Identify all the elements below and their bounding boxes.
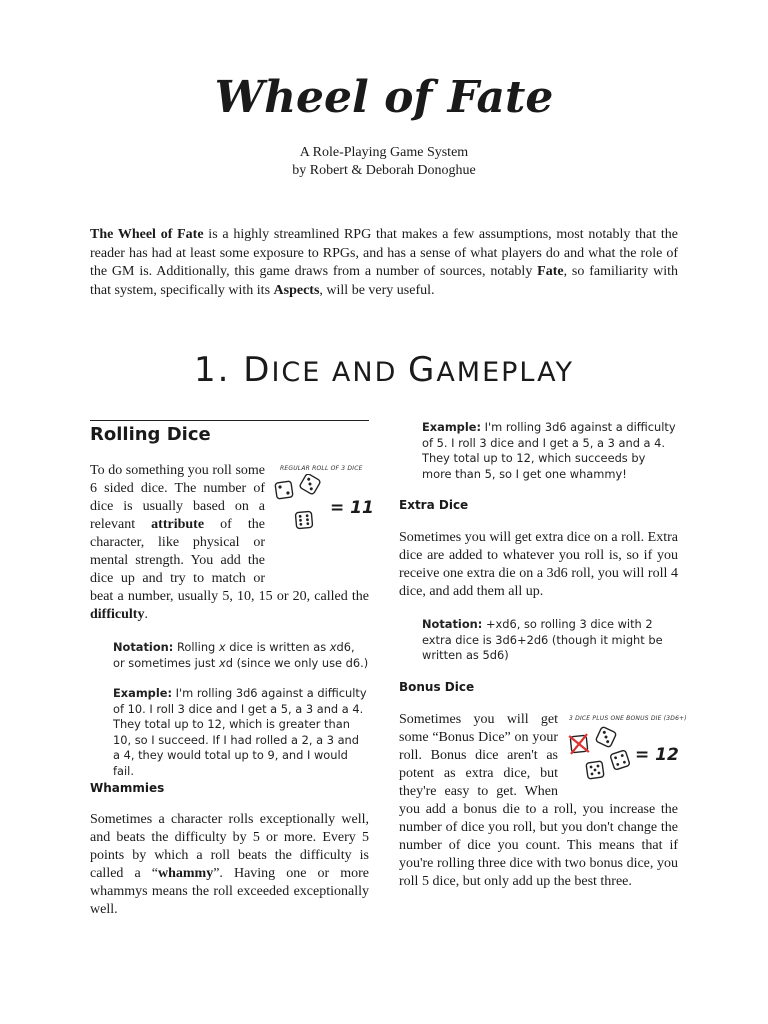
whammies-text-1: Sometimes a character rolls exceptionally well, and beats the difficulty by 5 or more. Every 5 points by which a roll beats the difficulty is called a “ <box>90 812 369 881</box>
bonus-text: Sometimes you will get some “Bonus Dice” on your roll. Bonus dice aren't as potent as extra dice, but they're easy to get. When you add a bonus die to a roll, you increase the number of dice you roll, but you don't change the number of dice you count. This means that if you're rolling three dice with two bonus dice, you roll 5 dice, but only add up the best three. <box>399 712 678 889</box>
intro-text-3: , will be very useful. <box>319 282 435 298</box>
chapter-number: 1. D <box>194 350 272 390</box>
chapter-cap-g: G <box>407 350 437 390</box>
bonus-dice-heading: Bonus Dice <box>399 680 475 694</box>
intro-bold-aspects: Aspects <box>273 282 320 298</box>
intro-paragraph <box>90 226 678 300</box>
subtitle-line-1: A Role-Playing Game System <box>299 145 469 160</box>
note-x-2: x <box>329 640 337 654</box>
note-label: Notation: <box>422 617 483 631</box>
rolling-bold-attribute: attribute <box>151 517 205 532</box>
figure-result: = 11 <box>330 498 374 518</box>
rolling-text-2: of the character, like physical or mental strength. You add the dice up and try to match or beat a number, usually 5, 10, 15 or 20, called the <box>90 517 369 604</box>
note-x: x <box>218 640 226 654</box>
chapter-heading <box>0 350 768 390</box>
note-text-d: d (since we only use d6.) <box>225 655 369 670</box>
note-text: +xd6, so rolling 3 dice with 2 extra dice is 3d6+2d6 (though it might be written as 5d6) <box>422 617 663 662</box>
page-title: Wheel of Fate <box>214 72 554 123</box>
extra-dice-paragraph: Sometimes you will get extra dice on a roll. Extra dice are added to whatever you roll is, so if you receive one extra die on a 3d6 roll, you will roll 4 dice, and add them all up. <box>399 530 678 599</box>
figure-result: = 12 <box>635 745 679 765</box>
subtitle <box>0 144 768 180</box>
extra-notation-note <box>422 617 678 664</box>
chapter-smallcaps-1: ICE AND <box>271 357 408 388</box>
rolling-text-1: To do something you roll some 6 sided dice. The number of dice is usually based on a relevant <box>90 463 265 532</box>
example-label: Example: <box>422 420 482 434</box>
example-text: I'm rolling 3d6 against a difficulty of 10. I roll 3 dice and I get a 5, a 3 and a 4. They total up to 12, which is greater than 10, so I succeed. If I had rolled a 2, a 3 and a 4, they would total up to 9, and I would fail. <box>113 686 367 778</box>
rolling-text-3: . <box>144 607 148 622</box>
note-text-c: d6, or sometimes just <box>113 640 355 670</box>
whammy-example-note <box>422 420 678 482</box>
figure-caption: 3 DICE PLUS ONE BONUS DIE (3D6+) <box>569 715 687 722</box>
whammies-bold: whammy <box>157 866 214 881</box>
bonus-dice-paragraph <box>399 711 678 891</box>
rolling-dice-paragraph <box>90 462 369 624</box>
example-label: Example: <box>113 686 173 700</box>
intro-text-2: , so familiarity with that system, specifically with its <box>90 264 678 298</box>
rolling-bold-difficulty: difficulty <box>90 607 145 622</box>
chapter-smallcaps-2: AMEPLAY <box>436 357 574 388</box>
rolling-notation-note <box>113 640 369 671</box>
intro-bold-wheel: The Wheel of Fate <box>90 227 204 242</box>
example-text: I'm rolling 3d6 against a difficulty of 5. I roll 3 dice and I get a 5, a 3 and a 4. They total up to 12, which succeeds by more than 5, so I get one whammy! <box>422 420 676 481</box>
note-x-3: x <box>218 655 226 670</box>
intro-bold-fate: Fate <box>537 264 564 279</box>
note-text-b: dice is written as <box>225 640 330 654</box>
rolling-example-note <box>113 686 369 779</box>
figure-float-space <box>265 462 369 574</box>
whammies-heading: Whammies <box>90 781 165 795</box>
whammies-paragraph <box>90 811 369 919</box>
extra-dice-heading: Extra Dice <box>399 498 469 512</box>
note-text-a: Rolling <box>173 640 219 654</box>
rolling-dice-heading: Rolling Dice <box>90 424 211 445</box>
intro-text-1: is a highly streamlined RPG that makes a few assumptions, most notably that the reader has had at least some exposure to RPGs, and has a sense of what players do and what the role of the GM is. Additionally, this game draws from a number of sources, notably <box>90 227 678 279</box>
figure-float-space <box>558 711 678 797</box>
whammies-text-2: ”. Having one or more whammys means the roll exceeded exceptionally well. <box>90 866 369 917</box>
note-label: Notation: <box>113 640 174 654</box>
figure-caption: REGULAR ROLL OF 3 DICE <box>280 465 363 472</box>
section-rule <box>90 420 369 421</box>
subtitle-line-2: by Robert & Deborah Donoghue <box>292 163 476 178</box>
